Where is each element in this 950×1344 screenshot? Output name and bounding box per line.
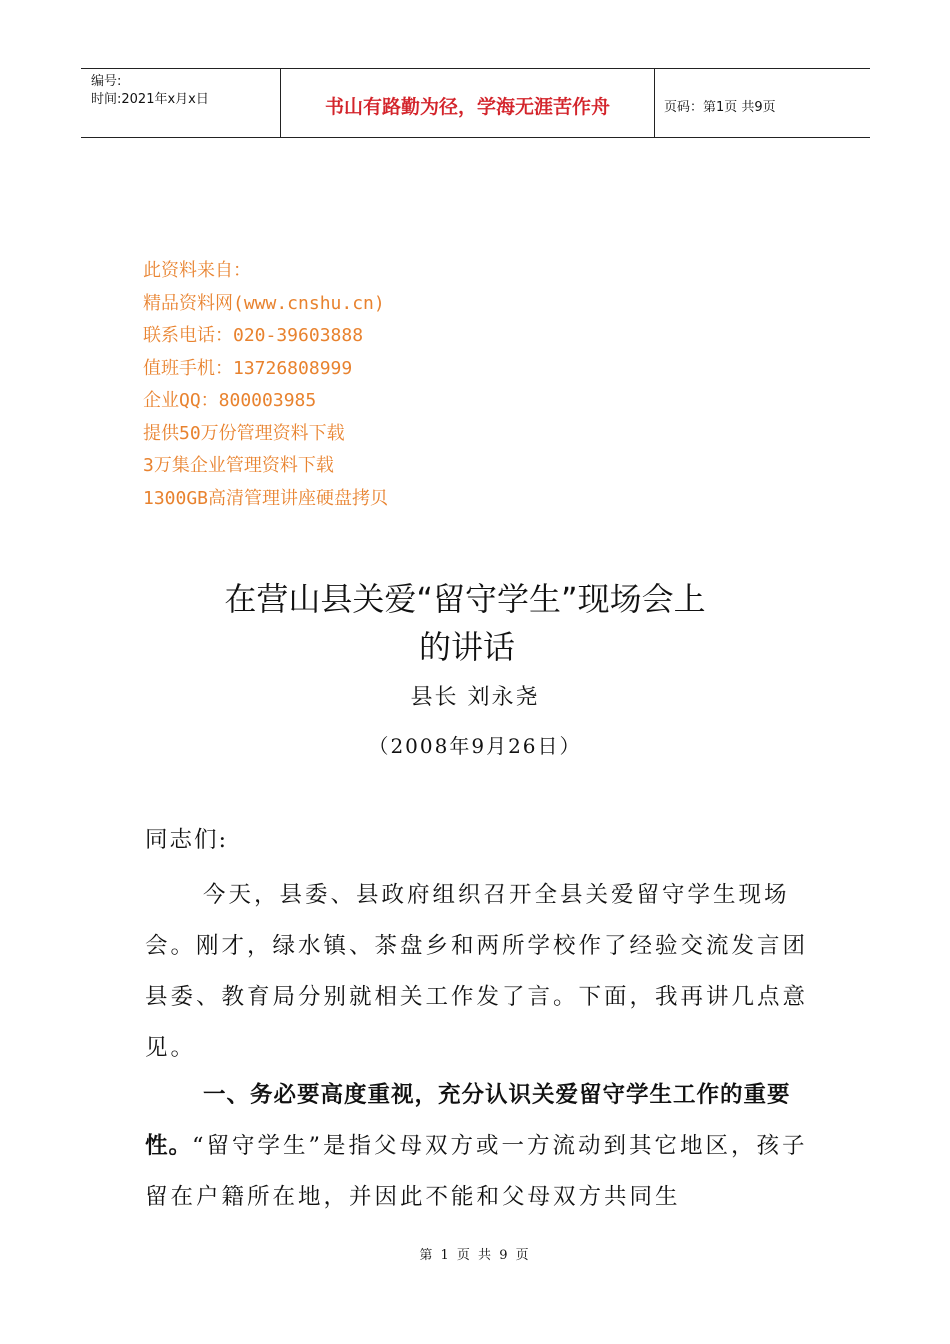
- document-date: （2008年9月26日）: [368, 734, 582, 758]
- source-line: 值班手机：13726808999: [143, 357, 353, 379]
- serial-label: 编号:: [91, 74, 122, 89]
- time-label: 时间:2021年x月x日: [91, 92, 209, 107]
- motto-cell: [281, 69, 655, 137]
- document-author: 县长 刘永尧: [410, 685, 540, 710]
- paragraph-2: [145, 1070, 810, 1223]
- source-line: 联系电话：020-39603888: [143, 325, 364, 346]
- paragraph-1: 今天，县委、县政府组织召开全县关爱留守学生现场会。刚才，绿水镇、茶盘乡和两所学校作了经验交流发言团县委、教育局分别就相关工作发了言。下面，我再讲几点意见。: [145, 882, 809, 1061]
- source-line: 1300GB高清管理讲座硬盘拷贝: [143, 487, 389, 509]
- page-label: 页码：第1页 共9页: [664, 99, 776, 115]
- source-line: 提供50万份管理资料下载: [143, 422, 345, 444]
- page-footer: 第 1 页 共 9 页: [419, 1248, 531, 1263]
- source-line: 3万集企业管理资料下载: [143, 455, 334, 476]
- greeting: 同志们:: [145, 827, 229, 853]
- header-table: [81, 68, 870, 138]
- section-heading: 一、务必要高度重视，充分认识关爱留守学生工作的重要性。: [145, 1082, 791, 1159]
- paragraph-2-text: “留守学生”是指父母双方或一方流动到其它地区，孩子留在户籍所在地，并因此不能和父母双方共同生: [145, 1133, 808, 1210]
- source-line: 精品资料网(www.cnshu.cn): [143, 292, 385, 314]
- page-number-cell: [655, 69, 870, 137]
- source-line: 此资料来自：: [143, 260, 251, 281]
- document-title-line1: 在营山县关爱“留守学生”现场会上: [224, 580, 706, 618]
- document-title-line2: 的讲话: [418, 628, 515, 666]
- header-meta-cell: [81, 69, 281, 137]
- source-line: 企业QQ：800003985: [143, 390, 317, 411]
- source-info-block: [143, 255, 388, 515]
- motto-text: 书山有路勤为径，学海无涯苦作舟: [324, 95, 610, 118]
